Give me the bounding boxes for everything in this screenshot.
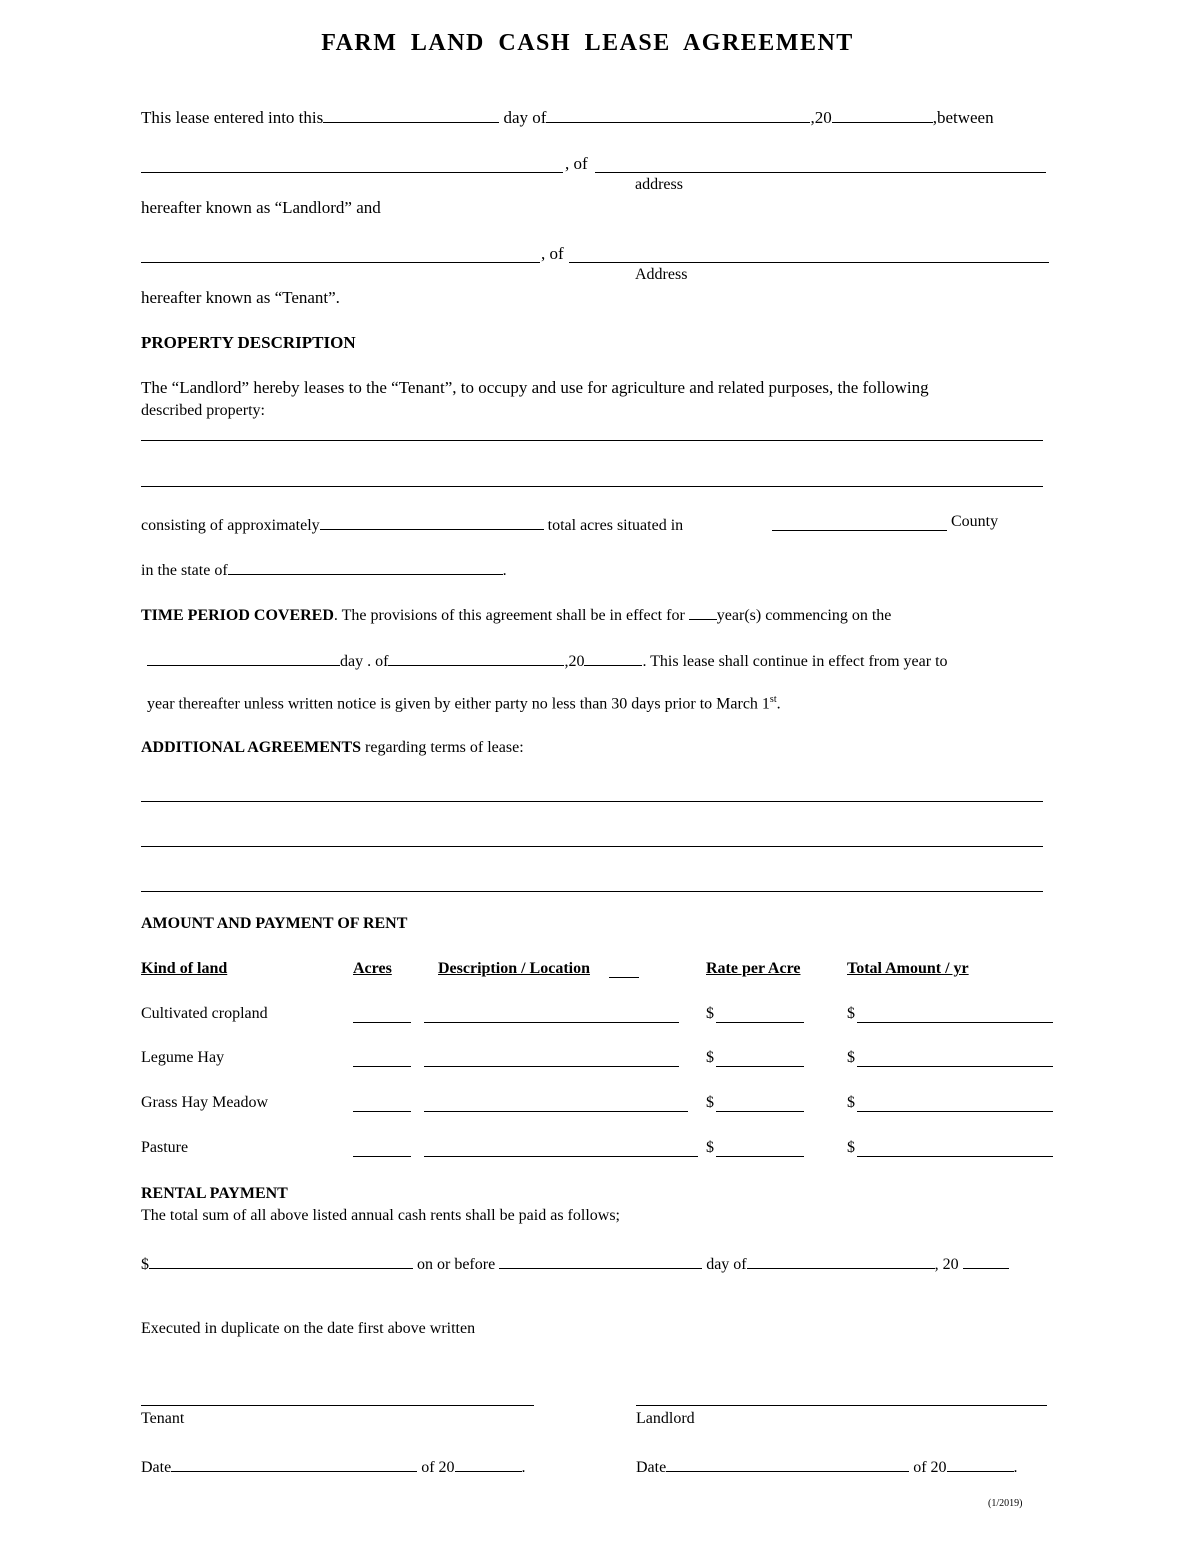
- time-period-text: . The provisions of this agreement shall be in effect for: [333, 607, 685, 624]
- years-field[interactable]: [689, 603, 717, 620]
- state-text: in the state of: [141, 562, 228, 579]
- property-heading: PROPERTY DESCRIPTION: [141, 333, 356, 352]
- st-superscript: st: [769, 694, 777, 705]
- lease-entered-text: This lease entered into this: [141, 108, 324, 127]
- total-acres-field[interactable]: [320, 513, 544, 530]
- row-pasture-total-field[interactable]: [857, 1156, 1053, 1157]
- landlord-of-text: , of: [565, 154, 588, 173]
- time-period-line-1: [141, 603, 891, 625]
- revision-date: (1/2019): [988, 1498, 1023, 1509]
- landlord-signature-field[interactable]: [636, 1405, 1047, 1406]
- address-label-2: Address: [635, 266, 688, 283]
- payment-year-field[interactable]: [963, 1252, 1009, 1269]
- column-description-underline-extension: [609, 960, 639, 978]
- row-cultivated-description-field[interactable]: [424, 1022, 679, 1023]
- row-pasture-rate-currency: $: [706, 1139, 714, 1156]
- year-prefix-text: ,20: [810, 108, 832, 127]
- county-text: County: [951, 513, 999, 530]
- row-legume-rate-currency: $: [706, 1049, 714, 1066]
- year-field[interactable]: [832, 106, 933, 123]
- row-cultivated-total-currency: $: [847, 1005, 855, 1022]
- landlord-known-text: hereafter known as “Landlord” and: [141, 198, 381, 217]
- commence-year-field[interactable]: [584, 649, 642, 666]
- landlord-date-field[interactable]: [666, 1455, 909, 1472]
- acres-situated-text: total acres situated in: [547, 517, 684, 534]
- day-field[interactable]: [323, 106, 499, 123]
- tenant-label: Tenant: [141, 1410, 185, 1427]
- landlord-date-period: .: [1013, 1459, 1018, 1476]
- row-cultivated-rate-field[interactable]: [716, 1022, 804, 1023]
- property-text-1: The “Landlord” hereby leases to the “Tenant”, to occupy and use for agriculture and related purposes, the following: [141, 378, 929, 397]
- column-kind-of-land: Kind of land: [141, 960, 228, 977]
- row-cultivated-rate-currency: $: [706, 1005, 714, 1022]
- executed-text: Executed in duplicate on the date first above written: [141, 1320, 476, 1337]
- column-total-amount: Total Amount / yr: [847, 960, 969, 977]
- additional-text: regarding terms of lease:: [365, 739, 524, 756]
- tenant-date-field[interactable]: [171, 1455, 417, 1472]
- commence-day-field[interactable]: [147, 649, 340, 666]
- tenant-signature-field[interactable]: [141, 1405, 534, 1406]
- document-title: FARM LAND CASH LEASE AGREEMENT: [321, 30, 854, 56]
- rental-payment-text: The total sum of all above listed annual cash rents shall be paid as follows;: [141, 1207, 620, 1224]
- tenant-known-text: hereafter known as “Tenant”.: [141, 288, 340, 307]
- row-cultivated-total-field[interactable]: [857, 1022, 1053, 1023]
- state-period: .: [502, 562, 507, 579]
- time-period-line-2: [147, 649, 948, 671]
- landlord-label: Landlord: [636, 1410, 695, 1427]
- commence-day-of-text: day . of: [340, 653, 389, 670]
- acres-line: [141, 513, 683, 535]
- between-text: ,between: [932, 108, 994, 127]
- landlord-of20-text: of 20: [913, 1459, 947, 1476]
- time-period-end: .: [776, 695, 781, 713]
- row-legume-rate-field[interactable]: [716, 1066, 804, 1067]
- time-period-line-3: [147, 694, 781, 713]
- state-field[interactable]: [228, 558, 503, 575]
- column-description: Description / Location: [438, 960, 590, 977]
- commence-month-field[interactable]: [388, 649, 564, 666]
- row-grass-rate-field[interactable]: [716, 1111, 804, 1112]
- rent-heading: AMOUNT AND PAYMENT OF RENT: [141, 915, 408, 932]
- on-or-before-text: on or before: [417, 1256, 496, 1273]
- row-kind-cultivated: Cultivated cropland: [141, 1005, 268, 1022]
- additional-line-1[interactable]: [141, 801, 1043, 802]
- row-pasture-rate-field[interactable]: [716, 1156, 804, 1157]
- rental-payment-line: [141, 1252, 1009, 1274]
- row-kind-grass-hay: Grass Hay Meadow: [141, 1094, 269, 1111]
- row-legume-description-field[interactable]: [424, 1066, 679, 1067]
- rental-payment-heading: RENTAL PAYMENT: [141, 1185, 288, 1202]
- month-field[interactable]: [546, 106, 810, 123]
- row-legume-total-currency: $: [847, 1049, 855, 1066]
- commence-year-prefix: ,20: [564, 653, 585, 670]
- property-description-line-2[interactable]: [141, 486, 1043, 487]
- row-cultivated-acres-field[interactable]: [353, 1022, 411, 1023]
- landlord-date-line: [636, 1455, 1018, 1477]
- row-kind-legume: Legume Hay: [141, 1049, 225, 1066]
- payment-day-of-text: day of: [706, 1256, 747, 1273]
- intro-line-1: [141, 106, 994, 128]
- payment-year-prefix: , 20: [934, 1256, 959, 1273]
- payment-currency: $: [141, 1256, 149, 1273]
- tenant-name-field[interactable]: [141, 262, 540, 263]
- tenant-address-field[interactable]: [569, 262, 1049, 263]
- row-grass-acres-field[interactable]: [353, 1111, 411, 1112]
- payment-amount-field[interactable]: [149, 1252, 413, 1269]
- tenant-date-period: .: [521, 1459, 526, 1476]
- column-rate-per-acre: Rate per Acre: [706, 960, 801, 977]
- address-label: address: [635, 176, 683, 193]
- tenant-date-label: Date: [141, 1459, 172, 1476]
- additional-heading: ADDITIONAL AGREEMENTS: [141, 739, 362, 756]
- row-grass-description-field[interactable]: [424, 1111, 688, 1112]
- tenant-of-text: , of: [541, 244, 564, 263]
- tenant-year-field[interactable]: [455, 1455, 522, 1472]
- column-acres: Acres: [353, 960, 392, 977]
- row-pasture-acres-field[interactable]: [353, 1156, 411, 1157]
- state-line: [141, 558, 507, 580]
- consisting-text: consisting of approximately: [141, 517, 320, 534]
- additional-line: [141, 739, 524, 757]
- payment-day-field[interactable]: [499, 1252, 702, 1269]
- day-of-text: day of: [503, 108, 547, 127]
- row-kind-pasture: Pasture: [141, 1139, 189, 1156]
- continue-text: . This lease shall continue in effect from year to: [642, 653, 948, 670]
- time-period-heading: TIME PERIOD COVERED: [141, 607, 334, 624]
- row-grass-rate-currency: $: [706, 1094, 714, 1111]
- row-grass-total-currency: $: [847, 1094, 855, 1111]
- landlord-date-label: Date: [636, 1459, 667, 1476]
- row-pasture-description-field[interactable]: [424, 1156, 698, 1157]
- county-field[interactable]: [772, 530, 947, 531]
- landlord-name-field[interactable]: [141, 172, 563, 173]
- row-pasture-total-currency: $: [847, 1139, 855, 1156]
- tenant-date-line: [141, 1455, 526, 1477]
- additional-line-3[interactable]: [141, 891, 1043, 892]
- row-legume-total-field[interactable]: [857, 1066, 1053, 1067]
- tenant-of20-text: of 20: [421, 1459, 455, 1476]
- payment-month-field[interactable]: [747, 1252, 935, 1269]
- property-text-2: described property:: [141, 402, 265, 419]
- additional-line-2[interactable]: [141, 846, 1043, 847]
- row-grass-total-field[interactable]: [857, 1111, 1053, 1112]
- landlord-year-field[interactable]: [947, 1455, 1014, 1472]
- year-thereafter-text: year thereafter unless written notice is given by either party no less than 30 days prior to March 1: [147, 695, 770, 713]
- property-description-line-1[interactable]: [141, 440, 1043, 441]
- landlord-address-field[interactable]: [595, 172, 1046, 173]
- commencing-text: year(s) commencing on the: [716, 607, 892, 624]
- row-legume-acres-field[interactable]: [353, 1066, 411, 1067]
